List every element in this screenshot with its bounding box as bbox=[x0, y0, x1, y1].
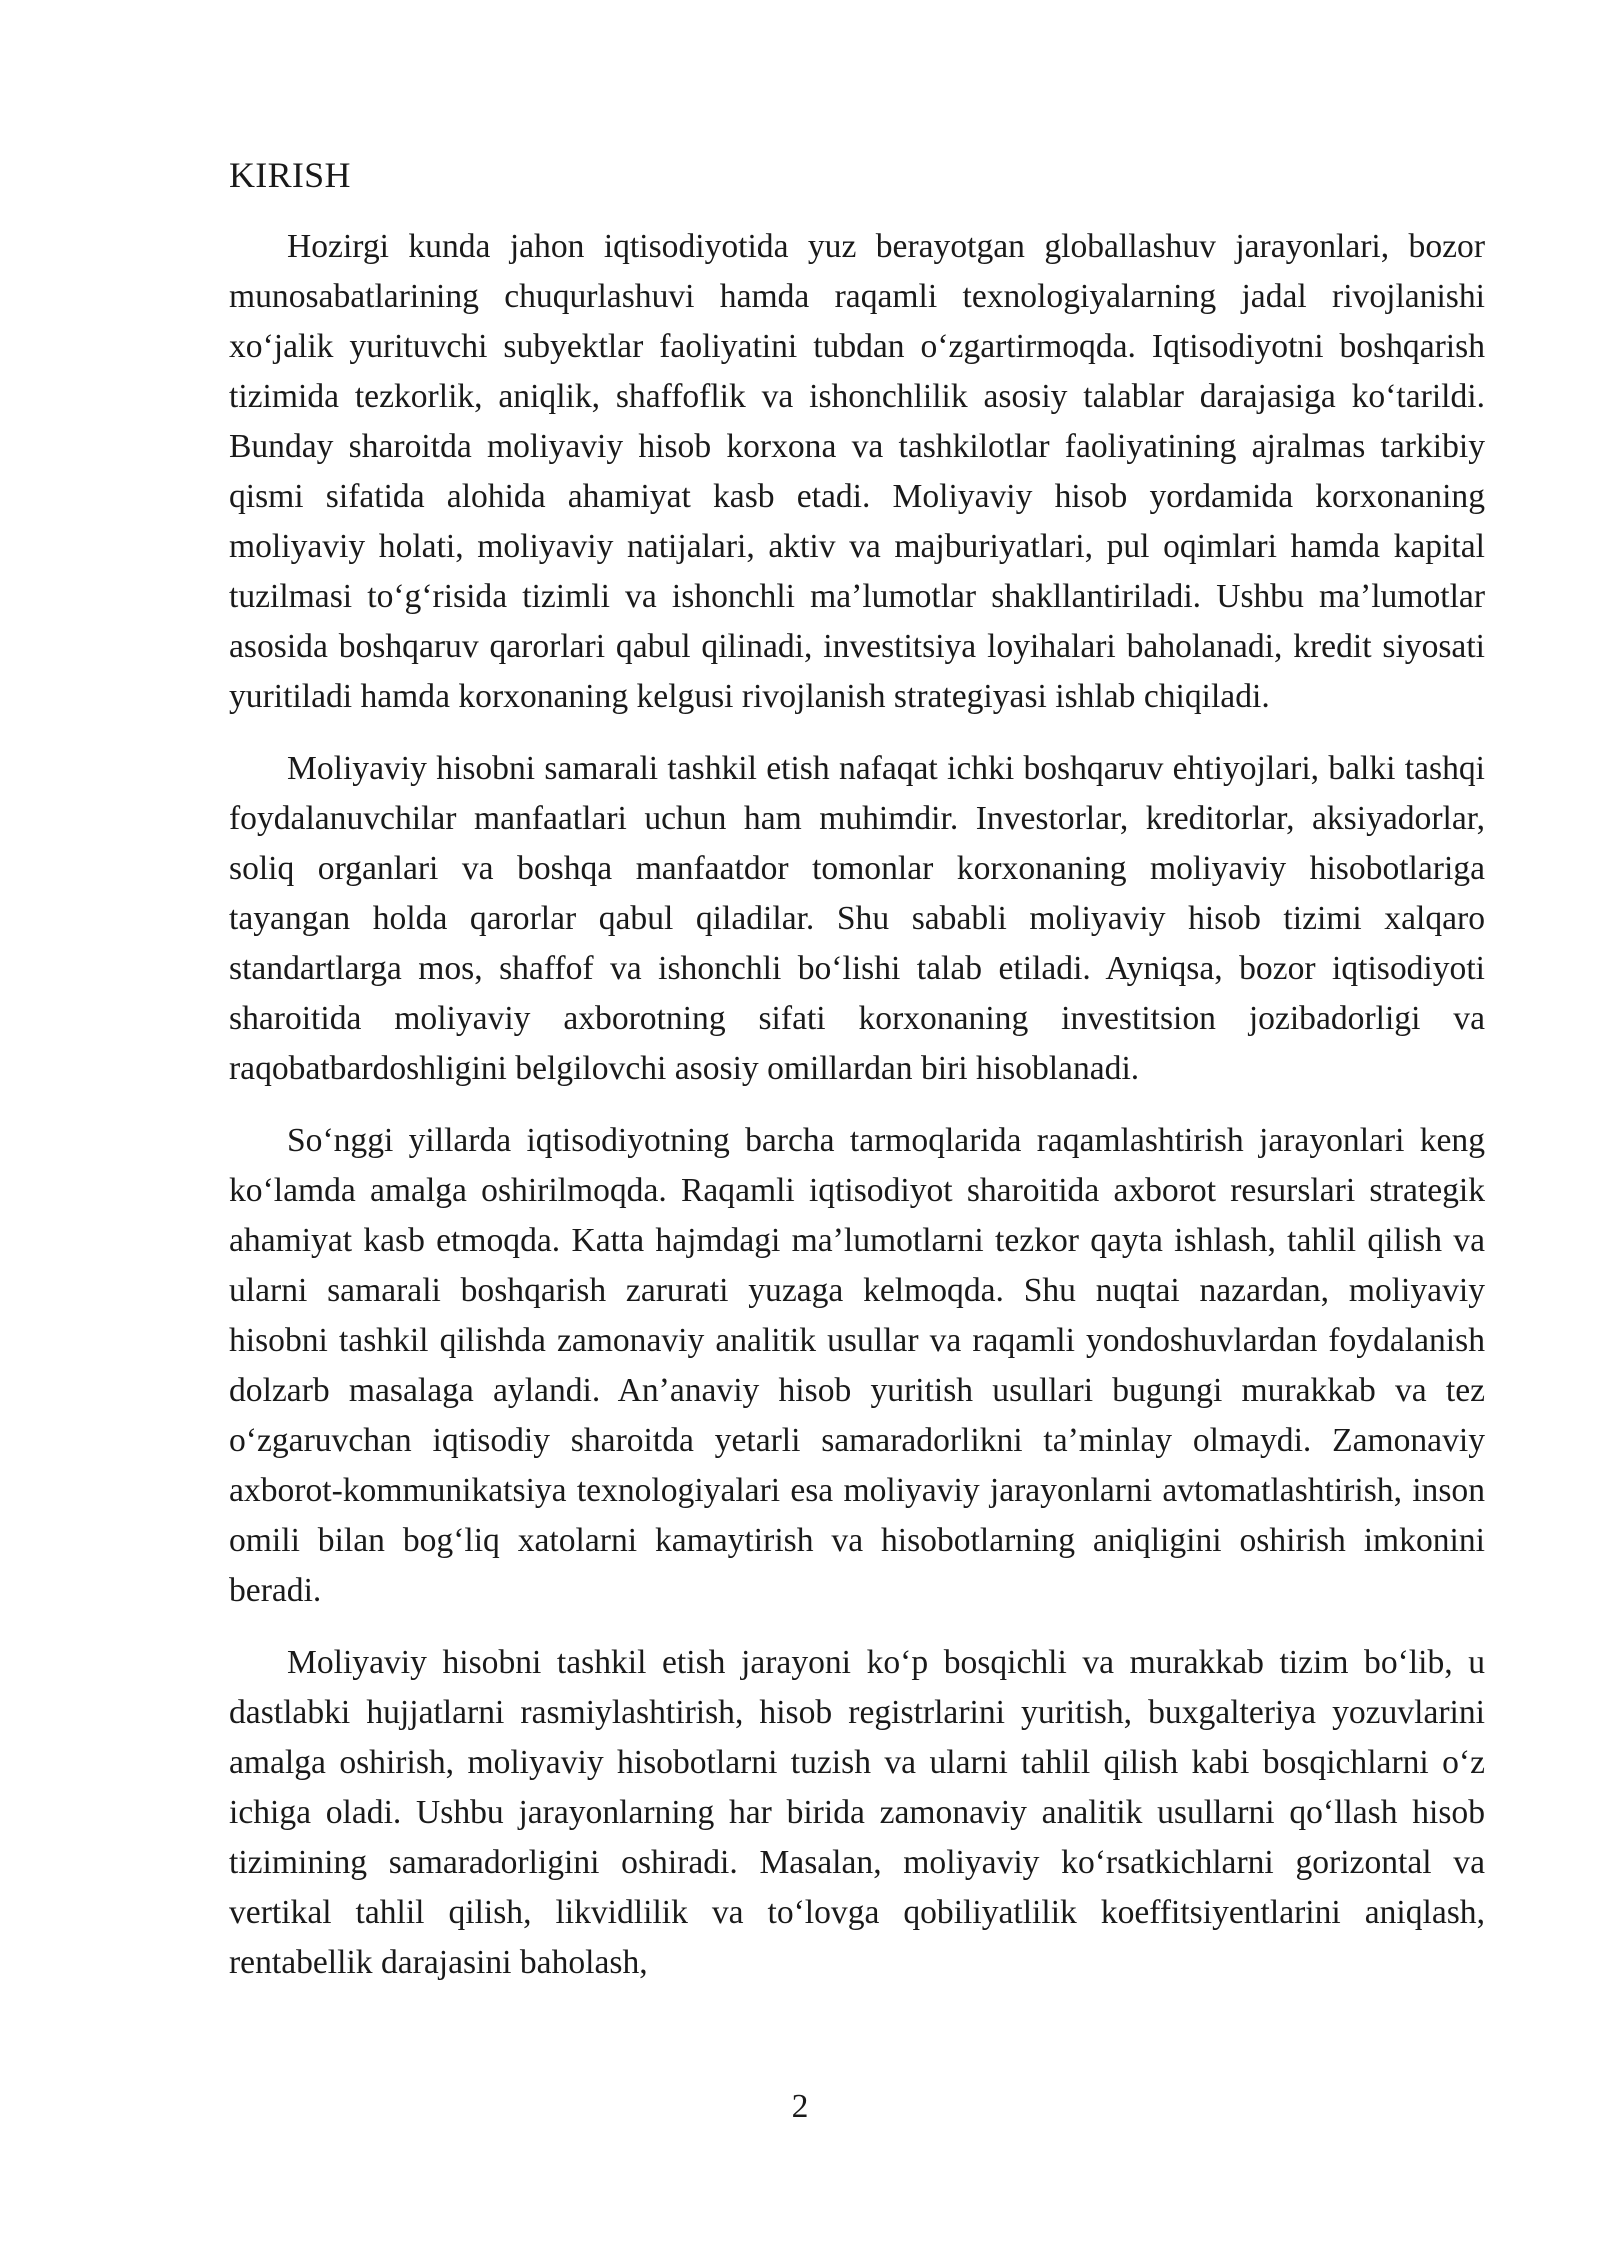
paragraph-4: Moliyaviy hisobni tashkil etish jarayoni koʻp bosqichli va murakkab tizim boʻlib, u dastlabki hujjatlarni rasmiylashtirish, hisob registrlarini yuritish, buxgalteriya yozuvlarini amalga oshirish, moliyaviy hisobotlarni tuzish va ularni tahlil qilish kabi bosqichlarni oʻz ichiga oladi. Ushbu jarayonlarning har birida zamonaviy analitik usullarni qoʻllash hisob tizimining samaradorligini oshiradi. Masalan, moliyaviy koʻrsatkichlarni gorizontal va vertikal tahlil qilish, likvidlilik va toʻlovga qobiliyatlilik koeffitsiyentlarini aniqlash, rentabellik darajasini baholash, bbox=[229, 1644, 1485, 1981]
body-text bbox=[229, 222, 1485, 2010]
paragraph-2: Moliyaviy hisobni samarali tashkil etish nafaqat ichki boshqaruv ehtiyojlari, balki tashqi foydalanuvchilar manfaatlari uchun ham muhimdir. Investorlar, kreditorlar, aksiyadorlar, soliq organlari va boshqa manfaatdor tomonlar korxonaning moliyaviy hisobotlariga tayangan holda qarorlar qabul qiladilar. Shu sababli moliyaviy hisob tizimi xalqaro standartlarga mos, shaffof va ishonchli boʻlishi talab etiladi. Ayniqsa, bozor iqtisodiyoti sharoitida moliyaviy axborotning sifati korxonaning investitsion jozibadorligi va raqobatbardoshligini belgilovchi asosiy omillardan biri hisoblanadi. bbox=[229, 750, 1485, 1087]
paragraph-3: Soʻnggi yillarda iqtisodiyotning barcha tarmoqlarida raqamlashtirish jarayonlari keng koʻlamda amalga oshirilmoqda. Raqamli iqtisodiyot sharoitida axborot resurslari strategik ahamiyat kasb etmoqda. Katta hajmdagi maʼlumotlarni tezkor qayta ishlash, tahlil qilish va ularni samarali boshqarish zarurati yuzaga kelmoqda. Shu nuqtai nazardan, moliyaviy hisobni tashkil qilishda zamonaviy analitik usullar va raqamli yondoshuvlardan foydalanish dolzarb masalaga aylandi. Anʼanaviy hisob yuritish usullari bugungi murakkab va tez oʻzgaruvchan iqtisodiy sharoitda yetarli samaradorlikni taʼminlay olmaydi. Zamonaviy axborot-kommunikatsiya texnologiyalari esa moliyaviy jarayonlarni avtomatlashtirish, inson omili bilan bogʻliq xatolarni kamaytirish va hisobotlarning aniqligini oshirish imkonini beradi. bbox=[229, 1122, 1485, 1609]
section-heading: KIRISH bbox=[229, 155, 351, 195]
paragraph-1: Hozirgi kunda jahon iqtisodiyotida yuz berayotgan globallashuv jarayonlari, bozor munosabatlarining chuqurlashuvi hamda raqamli texnologiyalarning jadal rivojlanishi xoʻjalik yurituvchi subyektlar faoliyatini tubdan oʻzgartirmoqda. Iqtisodiyotni boshqarish tizimida tezkorlik, aniqlik, shaffoflik va ishonchlilik asosiy talablar darajasiga koʻtarildi. Bunday sharoitda moliyaviy hisob korxona va tashkilotlar faoliyatining ajralmas tarkibiy qismi sifatida alohida ahamiyat kasb etadi. Moliyaviy hisob yordamida korxonaning moliyaviy holati, moliyaviy natijalari, aktiv va majburiyatlari, pul oqimlari hamda kapital tuzilmasi toʻgʻrisida tizimli va ishonchli maʼlumotlar shakllantiriladi. Ushbu maʼlumotlar asosida boshqaruv qarorlari qabul qilinadi, investitsiya loyihalari baholanadi, kredit siyosati yuritiladi hamda korxonaning kelgusi rivojlanish strategiyasi ishlab chiqiladi. bbox=[229, 228, 1485, 715]
page-number: 2 bbox=[791, 2088, 809, 2125]
